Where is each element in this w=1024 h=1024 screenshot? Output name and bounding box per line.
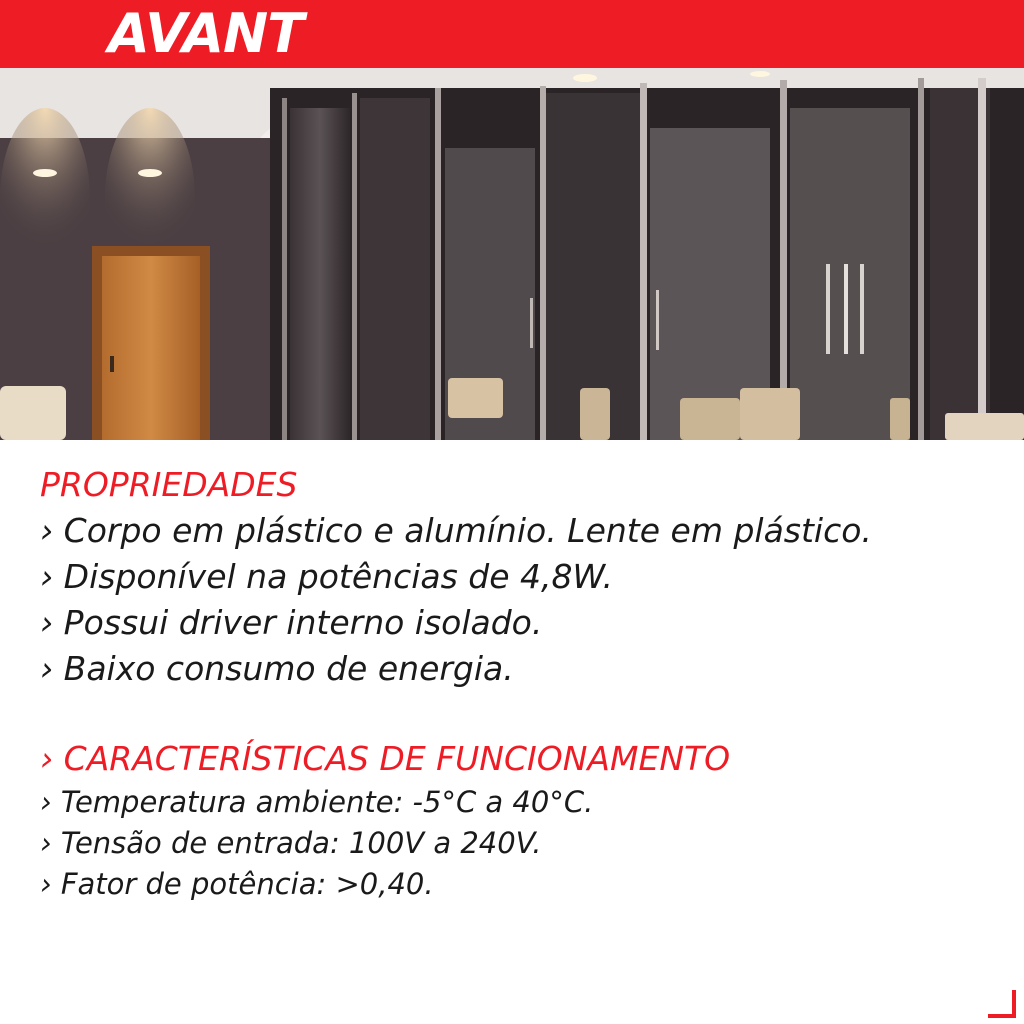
hero-image [0,68,1024,440]
properties-heading: PROPRIEDADES [40,465,298,504]
characteristics-item: › Tensão de entrada: 100V a 240V. [40,826,542,860]
properties-item: › Corpo em plástico e alumínio. Lente em plástico. [40,511,872,550]
header-bar [0,0,1024,68]
characteristics-item: › Fator de potência: >0,40. [40,867,434,901]
content-area [40,462,1014,905]
avant-logo: AVANT [108,2,304,65]
properties-item: › Baixo consumo de energia. [40,649,514,688]
characteristics-heading: › CARACTERÍSTICAS DE FUNCIONAMENTO [40,739,731,778]
sofa [0,386,66,440]
characteristics-item: › Temperatura ambiente: -5°C a 40°C. [40,785,594,819]
wooden-door [102,256,200,440]
chair [448,378,503,418]
corner-bracket-icon [988,990,1016,1018]
interior-illustration [0,68,1024,440]
properties-item: › Possui driver interno isolado. [40,603,543,642]
properties-item: › Disponível na potências de 4,8W. [40,557,613,596]
